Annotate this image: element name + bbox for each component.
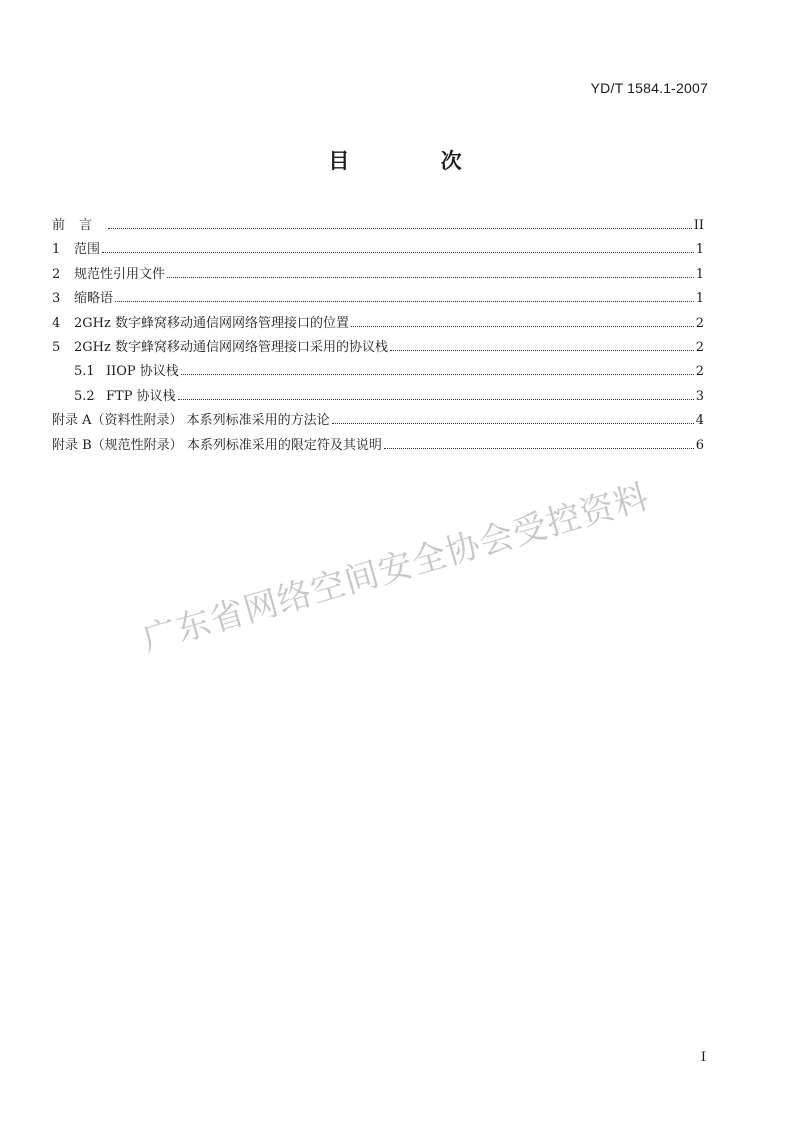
toc-leader-dots bbox=[178, 399, 694, 400]
toc-entry-number: 5.2 bbox=[74, 388, 95, 404]
toc-entry-annex-b[interactable] bbox=[52, 434, 704, 458]
toc-entry-number: 1 bbox=[52, 242, 61, 258]
toc-leader-dots bbox=[115, 301, 694, 302]
toc-entry-page: 3 bbox=[695, 388, 704, 404]
toc-entry-abbreviations[interactable] bbox=[52, 287, 704, 311]
toc-entry-page: 2 bbox=[695, 339, 704, 355]
watermark-text: 广东省网络空间安全协会受控资料 bbox=[138, 476, 654, 660]
toc-entry-page: 4 bbox=[695, 413, 704, 429]
toc-entry-page: 1 bbox=[695, 242, 704, 258]
toc-leader-dots bbox=[332, 423, 694, 424]
toc-leader-dots bbox=[384, 448, 694, 449]
toc-entry-normative-references[interactable] bbox=[52, 263, 704, 287]
toc-entry-scope[interactable] bbox=[52, 238, 704, 262]
toc-entry-number: 4 bbox=[52, 315, 61, 331]
toc-entry-ftp-stack[interactable] bbox=[52, 385, 704, 409]
page-number: I bbox=[700, 1050, 706, 1065]
toc-entry-interface-location[interactable] bbox=[52, 312, 704, 336]
table-of-contents bbox=[52, 214, 704, 458]
toc-leader-dots bbox=[108, 228, 692, 229]
toc-entry-page: 1 bbox=[695, 291, 704, 307]
standard-code: YD/T 1584.1-2007 bbox=[590, 80, 708, 96]
toc-entry-number: 2 bbox=[52, 266, 61, 282]
toc-entry-number: 3 bbox=[52, 291, 61, 307]
toc-entry-label: 范围 bbox=[74, 242, 101, 258]
toc-entry-protocol-stack[interactable] bbox=[52, 336, 704, 360]
toc-entry-page: II bbox=[693, 218, 704, 233]
toc-entry-label: 2GHz 数字蜂窝移动通信网网络管理接口采用的协议栈 bbox=[74, 339, 388, 355]
toc-entry-label: 前言 bbox=[52, 218, 107, 233]
toc-entry-iiop-stack[interactable] bbox=[52, 360, 704, 384]
toc-leader-dots bbox=[181, 374, 694, 375]
toc-leader-dots bbox=[351, 326, 694, 327]
toc-entry-label: IIOP 协议栈 bbox=[106, 364, 179, 380]
toc-entry-number: 5 bbox=[52, 339, 61, 355]
toc-entry-label: 附录 A（资料性附录） 本系列标准采用的方法论 bbox=[52, 413, 330, 429]
toc-entry-page: 1 bbox=[695, 266, 704, 282]
toc-entry-number: 5.1 bbox=[74, 364, 95, 380]
toc-leader-dots bbox=[167, 277, 694, 278]
toc-entry-label: 2GHz 数字蜂窝移动通信网网络管理接口的位置 bbox=[74, 315, 349, 331]
toc-leader-dots bbox=[390, 350, 694, 351]
toc-entry-label: 缩略语 bbox=[74, 291, 114, 307]
toc-entry-preface[interactable] bbox=[52, 214, 704, 238]
toc-entry-page: 2 bbox=[695, 315, 704, 331]
toc-entry-page: 6 bbox=[695, 437, 704, 453]
toc-entry-label: 规范性引用文件 bbox=[74, 266, 166, 282]
page-title: 目 次 bbox=[328, 149, 504, 173]
toc-leader-dots bbox=[102, 252, 694, 253]
toc-entry-label: 附录 B（规范性附录） 本系列标准采用的限定符及其说明 bbox=[52, 437, 382, 453]
toc-entry-page: 2 bbox=[695, 364, 704, 380]
toc-entry-annex-a[interactable] bbox=[52, 409, 704, 433]
toc-entry-label: FTP 协议栈 bbox=[106, 388, 176, 404]
